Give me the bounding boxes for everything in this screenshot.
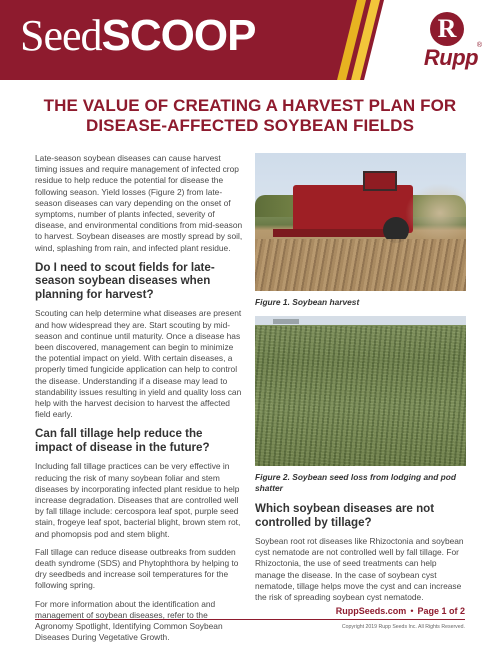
masthead [0,0,500,80]
footer-separator: • [410,606,414,616]
rupp-logo-word: Rupp [423,45,479,70]
page-number: Page 1 of 2 [417,606,465,616]
footer [336,606,465,617]
distant-farmstead [273,319,299,324]
combine-cab [363,171,397,191]
figure-2-caption: Figure 2. Soybean seed loss from lodging and pod shatter [255,472,457,493]
figure-2-photo [255,316,466,466]
scouting-paragraph: Scouting can help determine what diseases are present and how widespread they are. Start scouting by mid-season and continue until maturity. Once a disease has been discovered, management can begin to minimize the potential impact on yield. With certain diseases, a properly timed fungicide application can help to control the disease. Understanding if a disease may lead to standability issues resulting in yield and quality loss can help with the harvest decision to harvest the affected field early. [35,308,242,420]
figure-1-photo [255,153,466,291]
tillage-paragraph-1: Including fall tillage practices can be very effective in reducing the risk of many soybean foliar and stem diseases by incorporating infected plant residue to help increase degradation. Diseases that are controlled well by fall tillage include: cercospora leaf spot, purple seed stain, frogeye leaf spot, bacterial blight, brown stem rot, and phomopsis pod and stem blight. [35,461,241,539]
footer-rule [35,619,465,620]
copyright-notice: Copyright 2019 Rupp Seeds Inc. All Rights Reserved. [341,624,465,630]
not-controlled-paragraph: Soybean root rot diseases like Rhizoctonia and soybean cyst nematode are not controlled well by fall tillage. For Rhizoctonia, the use of seed treatments can help manage the disease. In the case of soybean cyst nematode, tillage helps move the cyst and can increase the risk of spreading soybean cyst nematode. [255,536,464,603]
footer-site-link[interactable]: RuppSeeds.com [335,606,407,616]
right-column [255,153,466,610]
field-texture [255,326,466,466]
dust-cloud [405,183,466,243]
seedscoop-wordmark [20,8,255,64]
brand-seed: Seed [20,11,102,60]
heading-scouting: Do I need to scout fields for late-season soybean diseases when planning for harvest? [35,260,215,301]
page-title: THE VALUE OF CREATING A HARVEST PLAN FOR DISEASE-AFFECTED SOYBEAN FIELDS [43,96,457,135]
rupp-logo [418,12,484,72]
intro-paragraph: Late-season soybean diseases can cause harvest timing issues and require management of infected crop residue to help reduce the potential for disease the following season. Yield losses (Figure 2) from late-season diseases can vary depending on the onset of symptoms, number of plants infected, severity of disease, and environmental conditions from mid-season to harvest. Soybean diseases are mostly spread by soil, wind, splashing from rain, and infected plant residue. [35,153,243,253]
heading-not-controlled: Which soybean diseases are not controlled by tillage? [255,502,435,529]
rupp-logo-icon: R [430,12,464,46]
figure-1-caption: Figure 1. Soybean harvest [255,297,360,307]
field-stubble [255,239,466,291]
brand-scoop: SCOOP [101,11,256,60]
more-info-paragraph: For more information about the identification and management of soybean diseases, refer to the Agronomy Spotlight, Identifying Common Soybean Diseases During Vegetative Growth. [35,598,223,643]
heading-fall-tillage: Can fall tillage help reduce the impact of disease in the future? [35,427,210,454]
registered-mark: ® [476,42,482,49]
tillage-paragraph-2: Fall tillage can reduce disease outbreaks from sudden death syndrome (SDS) and Phytophthora by helping to dry seedbeds and increase soil temperatures for the following spring. [35,546,239,591]
left-column [35,153,243,649]
